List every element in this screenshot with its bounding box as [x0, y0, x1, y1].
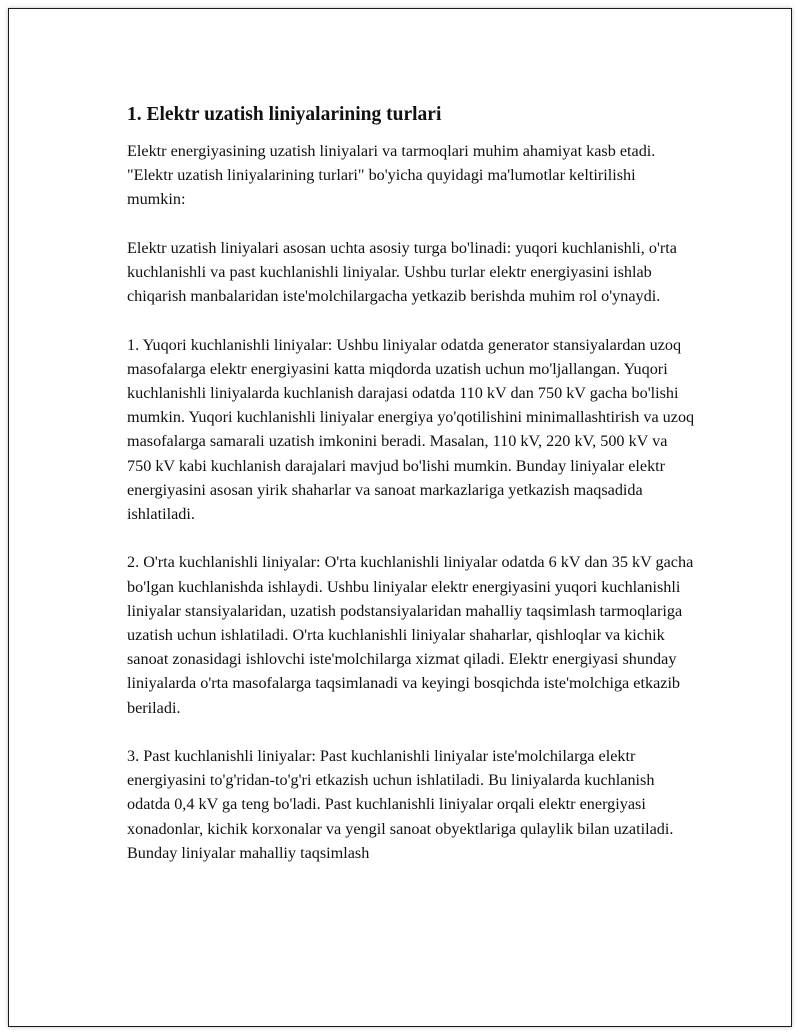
medium-voltage-paragraph: 2. O'rta kuchlanishli liniyalar: O'rta kuchlanishli liniyalar odatda 6 kV dan 35 kV gacha bo'lgan kuchlanishda ishlaydi. Ushbu liniyalar elektr energiyasini yuqori kuchlanishli liniyalar stansiyalaridan, uzatish podstansiyalaridan mahalliy taqsimlash tarmoqlariga uzatish uchun ishlatiladi. O'rta kuchlanishli liniyalar shaharlar, qishloqlar va kichik sanoat zonasidagi ishlovchi iste'molchilarga xizmat qiladi. Elektr energiyasi shunday liniyalarda o'rta masofalarga taqsimlanadi va keyingi bosqichda iste'molchiga etkazib beriladi.	[127, 553, 694, 717]
low-voltage-paragraph: 3. Past kuchlanishli liniyalar: Past kuchlanishli liniyalar iste'molchilarga elektr energiyasini to'g'ridan-to'g'ri etkazish uchun ishlatiladi. Bu liniyalarda kuchlanish odatda 0,4 kV ga teng bo'ladi. Past kuchlanishli liniyalar orqali elektr energiyasi xonadonlar, kichik korxonalar va yengil sanoat obyektlariga qulaylik bilan uzatiladi. Bunday liniyalar mahalliy taqsimlash	[127, 747, 674, 862]
document-title: 1. Elektr uzatish liniyalarining turlari	[127, 104, 442, 125]
overview-paragraph: Elektr uzatish liniyalari asosan uchta asosiy turga bo'linadi: yuqori kuchlanishli, o'rta kuchlanishli va past kuchlanishli liniyalar. Ushbu turlar elektr energiyasini ishlab chiqarish manbalaridan iste'molchilargacha yetkazib berishda muhim rol o'ynaydi.	[127, 238, 677, 306]
document-body	[127, 103, 695, 889]
document-page	[8, 8, 792, 1027]
high-voltage-paragraph: 1. Yuqori kuchlanishli liniyalar: Ushbu liniyalar odatda generator stansiyalardan uzoq masofalarga elektr energiyasini katta miqdorda uzatish uchun mo'ljallangan. Yuqori kuchlanishli liniyalarda kuchlanish darajasi odatda 110 kV dan 750 kV gacha bo'lishi mumkin. Yuqori kuchlanishli liniyalar energiya yo'qotilishini minimallashtirish va uzoq masofalarga samarali uzatish imkonini beradi. Masalan, 110 kV, 220 kV, 500 kV va 750 kV kabi kuchlanish darajalari mavjud bo'lishi mumkin. Bunday liniyalar elektr energiyasini asosan yirik shaharlar va sanoat markazlariga yetkazish maqsadida ishlatiladi.	[127, 335, 695, 524]
intro-paragraph: Elektr energiyasining uzatish liniyalari va tarmoqlari muhim ahamiyat kasb etadi. "Elektr uzatish liniyalarining turlari" bo'yicha quyidagi ma'lumotlar keltirilishi mumkin:	[127, 142, 656, 209]
